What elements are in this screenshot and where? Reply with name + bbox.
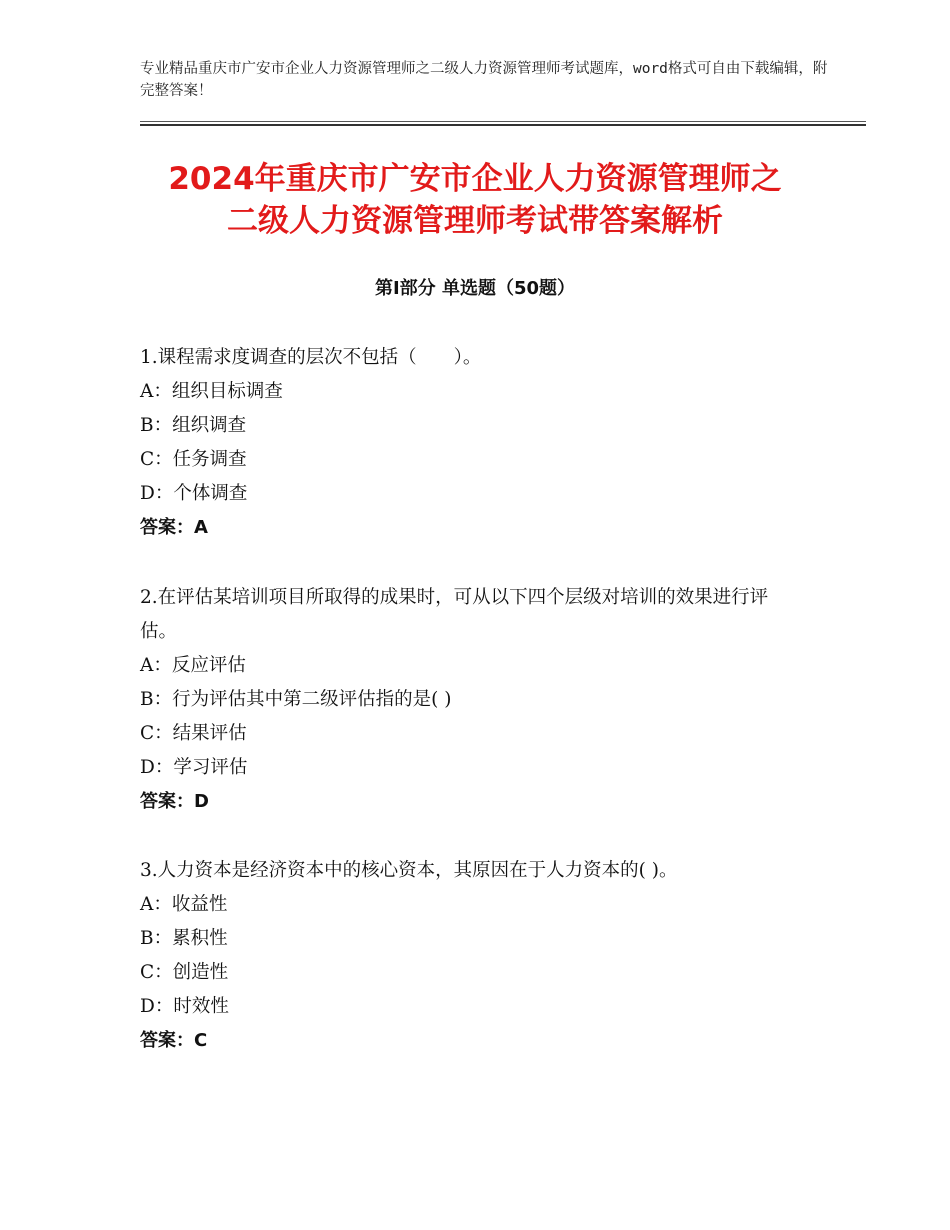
- title-line-2: 二级人力资源管理师考试带答案解析: [227, 203, 723, 239]
- option-c: C：结果评估: [140, 723, 247, 744]
- option-a: A：收益性: [140, 894, 228, 915]
- option-d: D：时效性: [140, 996, 229, 1017]
- question-1: [140, 341, 820, 545]
- question-stem: 1.课程需求度调查的层次不包括（ ）。: [140, 347, 482, 368]
- option-a: A：反应评估: [140, 655, 246, 676]
- option-d: D：个体调查: [140, 483, 248, 504]
- title-line-1: 2024年重庆市广安市企业人力资源管理师之: [168, 161, 782, 197]
- header-note: 专业精品重庆市广安市企业人力资源管理师之二级人力资源管理师考试题库，word格式可自由下载编辑，附完整答案！: [140, 61, 828, 99]
- answer-label: 答案：D: [140, 791, 209, 812]
- option-d: D：学习评估: [140, 757, 248, 778]
- header-rule-top: [140, 121, 866, 122]
- answer-label: 答案：C: [140, 1030, 208, 1051]
- answer-label: 答案：A: [140, 517, 208, 538]
- option-b: B：累积性: [140, 928, 228, 949]
- option-b: B：组织调查: [140, 415, 247, 436]
- section-title: 第Ⅰ部分 单选题（50题）: [374, 278, 575, 299]
- option-c: C：任务调查: [140, 449, 247, 470]
- question-2: [140, 581, 800, 819]
- question-stem: 3.人力资本是经济资本中的核心资本，其原因在于人力资本的( )。: [140, 860, 678, 881]
- option-b: B：行为评估其中第二级评估指的是( ): [140, 689, 452, 710]
- option-c: C：创造性: [140, 962, 229, 983]
- question-3: [140, 854, 820, 1058]
- option-a: A：组织目标调查: [140, 381, 283, 402]
- question-stem: 2.在评估某培训项目所取得的成果时，可从以下四个层级对培训的效果进行评估。: [140, 587, 769, 642]
- document-title: [100, 158, 850, 242]
- header-rule-bottom: [140, 124, 866, 126]
